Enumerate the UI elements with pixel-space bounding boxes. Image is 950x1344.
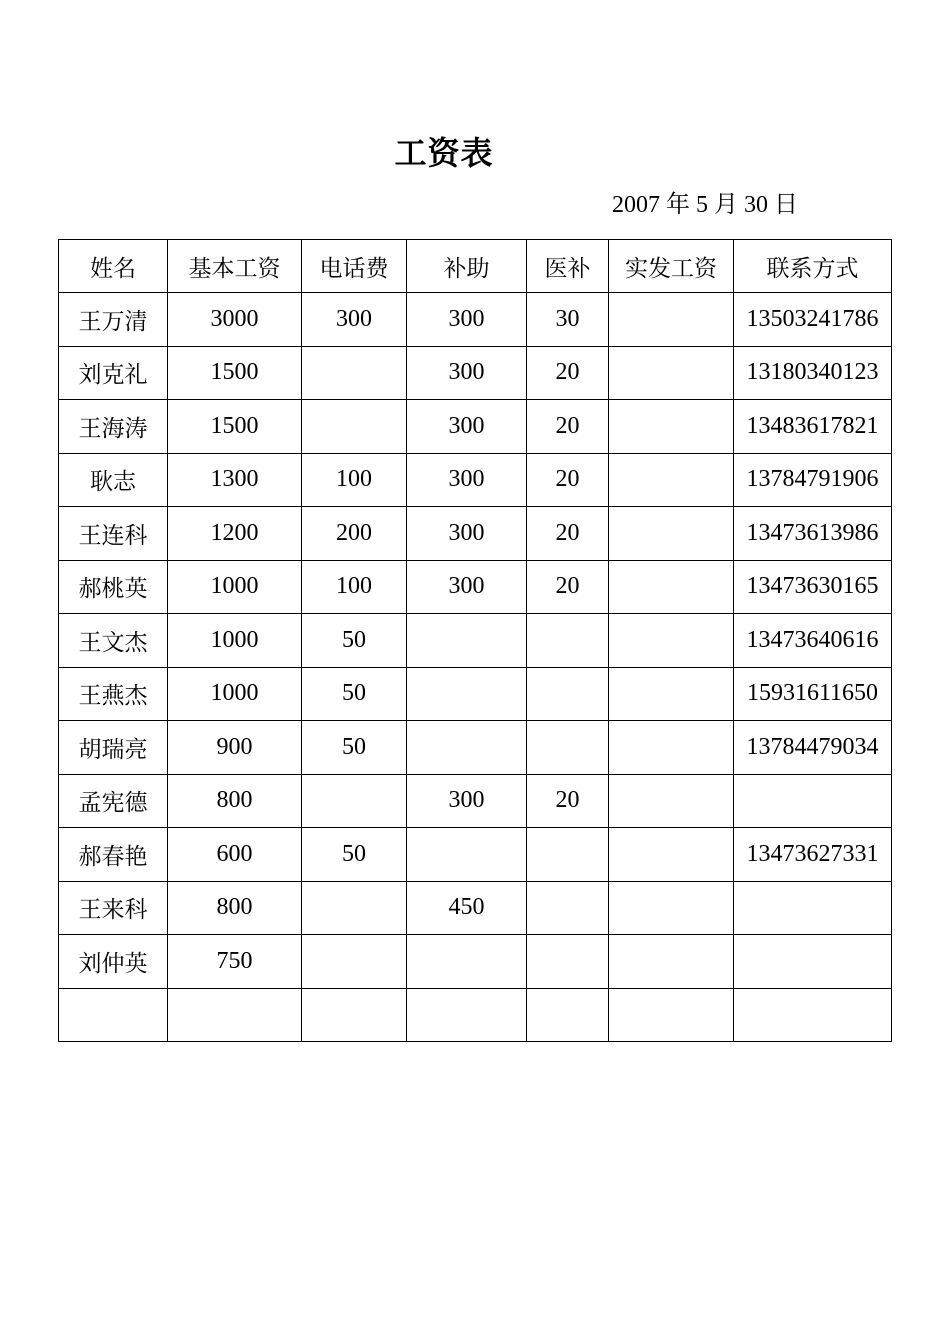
table-row <box>59 507 892 561</box>
header-contact: 联系方式 <box>734 240 892 293</box>
cell-net-salary <box>609 614 734 668</box>
cell-name: 刘仲英 <box>59 935 168 989</box>
table-row <box>59 828 892 882</box>
cell-name: 孟宪德 <box>59 774 168 828</box>
cell-medical-subsidy: 20 <box>527 507 609 561</box>
cell-phone-fee <box>302 400 407 454</box>
cell-base-salary: 1200 <box>168 507 302 561</box>
cell-base-salary: 1000 <box>168 667 302 721</box>
cell-base-salary: 1500 <box>168 400 302 454</box>
cell-contact: 13503241786 <box>734 293 892 347</box>
cell-medical-subsidy: 20 <box>527 346 609 400</box>
table-row <box>59 614 892 668</box>
cell-net-salary <box>609 935 734 989</box>
cell-medical-subsidy: 20 <box>527 560 609 614</box>
header-base-salary: 基本工资 <box>168 240 302 293</box>
cell-subsidy <box>407 935 527 989</box>
table-row <box>59 667 892 721</box>
header-medical-subsidy: 医补 <box>527 240 609 293</box>
cell-medical-subsidy <box>527 667 609 721</box>
cell-phone-fee: 100 <box>302 560 407 614</box>
cell-net-salary <box>609 346 734 400</box>
cell-base-salary: 1300 <box>168 453 302 507</box>
document-date: 2007 年 5 月 30 日 <box>612 192 798 218</box>
cell-subsidy <box>407 667 527 721</box>
cell-contact: 13473627331 <box>734 828 892 882</box>
cell-contact: 13784791906 <box>734 453 892 507</box>
cell-medical-subsidy <box>527 935 609 989</box>
cell-net-salary <box>609 560 734 614</box>
cell-phone-fee <box>302 346 407 400</box>
cell-net-salary <box>609 988 734 1042</box>
cell-net-salary <box>609 881 734 935</box>
cell-phone-fee <box>302 774 407 828</box>
cell-name: 王万清 <box>59 293 168 347</box>
cell-phone-fee: 300 <box>302 293 407 347</box>
cell-name: 郝春艳 <box>59 828 168 882</box>
cell-base-salary: 900 <box>168 721 302 775</box>
cell-net-salary <box>609 453 734 507</box>
cell-subsidy <box>407 828 527 882</box>
cell-contact: 13483617821 <box>734 400 892 454</box>
cell-subsidy: 300 <box>407 507 527 561</box>
cell-subsidy: 300 <box>407 774 527 828</box>
cell-net-salary <box>609 828 734 882</box>
cell-subsidy <box>407 988 527 1042</box>
cell-phone-fee: 50 <box>302 667 407 721</box>
cell-name: 刘克礼 <box>59 346 168 400</box>
cell-net-salary <box>609 507 734 561</box>
table-row <box>59 881 892 935</box>
header-net-salary: 实发工资 <box>609 240 734 293</box>
cell-phone-fee: 50 <box>302 614 407 668</box>
cell-name <box>59 988 168 1042</box>
header-phone-fee: 电话费 <box>302 240 407 293</box>
cell-contact: 13473613986 <box>734 507 892 561</box>
cell-base-salary: 800 <box>168 774 302 828</box>
cell-base-salary: 3000 <box>168 293 302 347</box>
cell-phone-fee: 200 <box>302 507 407 561</box>
cell-base-salary: 1000 <box>168 560 302 614</box>
cell-contact: 15931611650 <box>734 667 892 721</box>
cell-subsidy <box>407 614 527 668</box>
cell-base-salary: 750 <box>168 935 302 989</box>
cell-base-salary: 1000 <box>168 614 302 668</box>
cell-net-salary <box>609 721 734 775</box>
cell-net-salary <box>609 667 734 721</box>
table-row <box>59 935 892 989</box>
cell-contact <box>734 935 892 989</box>
cell-contact: 13473640616 <box>734 614 892 668</box>
cell-subsidy: 300 <box>407 293 527 347</box>
salary-table <box>58 239 892 1042</box>
cell-name: 王燕杰 <box>59 667 168 721</box>
table-row <box>59 721 892 775</box>
cell-base-salary: 1500 <box>168 346 302 400</box>
cell-medical-subsidy: 30 <box>527 293 609 347</box>
cell-net-salary <box>609 400 734 454</box>
table-row <box>59 560 892 614</box>
cell-net-salary <box>609 774 734 828</box>
cell-name: 郝桃英 <box>59 560 168 614</box>
table-row <box>59 774 892 828</box>
cell-contact: 13784479034 <box>734 721 892 775</box>
cell-medical-subsidy <box>527 721 609 775</box>
cell-contact <box>734 881 892 935</box>
cell-name: 王海涛 <box>59 400 168 454</box>
table-row <box>59 346 892 400</box>
cell-contact: 13180340123 <box>734 346 892 400</box>
cell-medical-subsidy: 20 <box>527 453 609 507</box>
cell-medical-subsidy <box>527 881 609 935</box>
cell-subsidy: 300 <box>407 453 527 507</box>
cell-phone-fee: 100 <box>302 453 407 507</box>
cell-name: 王文杰 <box>59 614 168 668</box>
cell-name: 王来科 <box>59 881 168 935</box>
table-row <box>59 293 892 347</box>
cell-medical-subsidy <box>527 828 609 882</box>
cell-contact: 13473630165 <box>734 560 892 614</box>
cell-name: 胡瑞亮 <box>59 721 168 775</box>
cell-contact <box>734 988 892 1042</box>
cell-subsidy <box>407 721 527 775</box>
table-row <box>59 400 892 454</box>
cell-subsidy: 450 <box>407 881 527 935</box>
cell-subsidy: 300 <box>407 346 527 400</box>
cell-medical-subsidy: 20 <box>527 400 609 454</box>
cell-net-salary <box>609 293 734 347</box>
document-title: 工资表 <box>394 134 494 172</box>
cell-name: 耿志 <box>59 453 168 507</box>
cell-contact <box>734 774 892 828</box>
cell-base-salary: 600 <box>168 828 302 882</box>
cell-phone-fee <box>302 988 407 1042</box>
cell-medical-subsidy: 20 <box>527 774 609 828</box>
header-subsidy: 补助 <box>407 240 527 293</box>
table-row <box>59 453 892 507</box>
cell-base-salary: 800 <box>168 881 302 935</box>
cell-name: 王连科 <box>59 507 168 561</box>
header-name: 姓名 <box>59 240 168 293</box>
table-row <box>59 988 892 1042</box>
cell-phone-fee <box>302 881 407 935</box>
cell-subsidy: 300 <box>407 400 527 454</box>
cell-phone-fee: 50 <box>302 828 407 882</box>
cell-subsidy: 300 <box>407 560 527 614</box>
cell-phone-fee <box>302 935 407 989</box>
table-header-row <box>59 240 892 293</box>
cell-phone-fee: 50 <box>302 721 407 775</box>
cell-medical-subsidy <box>527 988 609 1042</box>
cell-base-salary <box>168 988 302 1042</box>
cell-medical-subsidy <box>527 614 609 668</box>
